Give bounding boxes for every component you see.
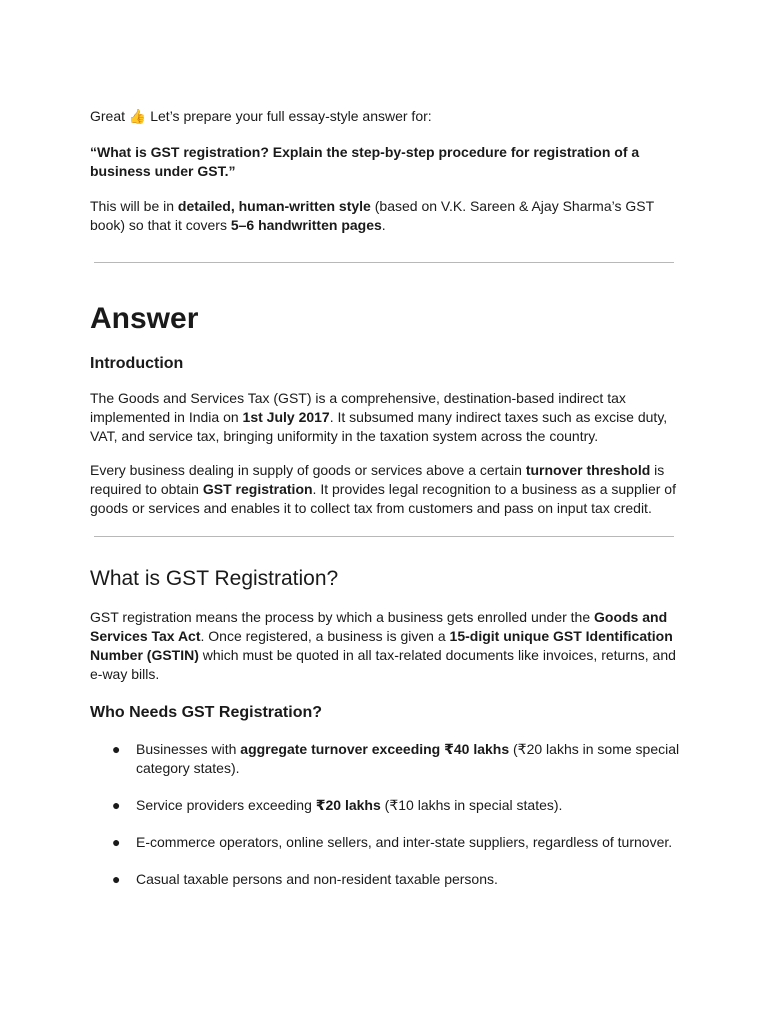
answer-heading: Answer: [90, 302, 199, 335]
intro-rest: Let’s prepare your full essay-style answer for:: [146, 108, 432, 124]
introduction-paragraph-1: [90, 389, 680, 446]
list-item-text: (₹20 lakhs in some special category states).: [136, 741, 680, 776]
intro-p2-bold-2: GST registration: [202, 481, 313, 497]
style-note-text-3: .: [381, 217, 386, 233]
list-item-text: E-commerce operators, online sellers, and inter-state suppliers, regardless of turnover.: [136, 834, 673, 850]
bullet-icon: ●: [112, 834, 121, 850]
list-item: [90, 796, 680, 815]
intro-great: Great: [90, 108, 126, 124]
divider: [94, 536, 674, 537]
what-p-bold-1: Goods and Services Tax Act: [90, 609, 668, 644]
style-note-text-1: This will be in: [90, 198, 178, 214]
bullet-icon: ●: [112, 871, 121, 887]
intro-p1-text-2: . It subsumed many indirect taxes such as excise duty, VAT, and service tax, bringing uniformity in the taxation system across the country.: [90, 409, 668, 444]
what-p-bold-2: 15-digit unique GST Identification Number (GSTIN): [90, 628, 673, 663]
what-is-gst-heading: What is GST Registration?: [90, 567, 339, 590]
divider: [94, 262, 674, 263]
style-note-text-2: (based on V.K. Sareen & Ajay Sharma’s GST book) so that it covers: [90, 198, 654, 233]
what-p-text-3: which must be quoted in all tax-related documents like invoices, returns, and e-way bills.: [90, 647, 676, 682]
what-is-gst-paragraph: [90, 608, 680, 684]
list-item-bold: ₹20 lakhs: [315, 797, 381, 813]
intro-p2-text-1: Every business dealing in supply of goods or services above a certain: [90, 462, 526, 478]
list-item: [90, 833, 680, 852]
bullet-icon: ●: [112, 797, 121, 813]
intro-p1-text-1: The Goods and Services Tax (GST) is a comprehensive, destination-based indirect tax implemented in India on: [90, 390, 626, 425]
bullet-icon: ●: [112, 741, 121, 757]
intro-line: [90, 107, 680, 126]
list-item-text: Service providers exceeding: [136, 797, 316, 813]
list-item-text: Casual taxable persons and non-resident taxable persons.: [136, 871, 498, 887]
introduction-paragraph-2: [90, 461, 680, 518]
style-note: [90, 197, 680, 235]
question-text: “What is GST registration? Explain the step-by-step procedure for registration of a business under GST.”: [90, 144, 640, 179]
list-item-bold: aggregate turnover exceeding ₹40 lakhs: [240, 741, 510, 757]
intro-p2-text-2: is required to obtain: [90, 462, 665, 497]
style-note-bold-1: detailed, human-written style: [177, 198, 371, 214]
style-note-bold-2: 5–6 handwritten pages: [230, 217, 382, 233]
document-page: [90, 105, 680, 907]
what-p-text-1: GST registration means the process by which a business gets enrolled under the: [90, 609, 595, 625]
who-needs-list: [90, 740, 680, 889]
intro-p2-text-3: . It provides legal recognition to a business as a supplier of goods or services and enables it to collect tax from customers and pass on input tax credit.: [90, 481, 676, 516]
list-item: [90, 740, 680, 778]
list-item: [90, 870, 680, 889]
intro-p2-bold-1: turnover threshold: [525, 462, 651, 478]
who-needs-heading: Who Needs GST Registration?: [90, 704, 323, 721]
introduction-heading: Introduction: [90, 355, 184, 372]
thumbs-up-icon: 👍: [128, 108, 147, 124]
list-item-text: (₹10 lakhs in special states).: [380, 797, 563, 813]
what-p-text-2: . Once registered, a business is given a: [200, 628, 450, 644]
intro-p1-bold-1: 1st July 2017: [242, 409, 330, 425]
list-item-text: Businesses with: [136, 741, 241, 757]
